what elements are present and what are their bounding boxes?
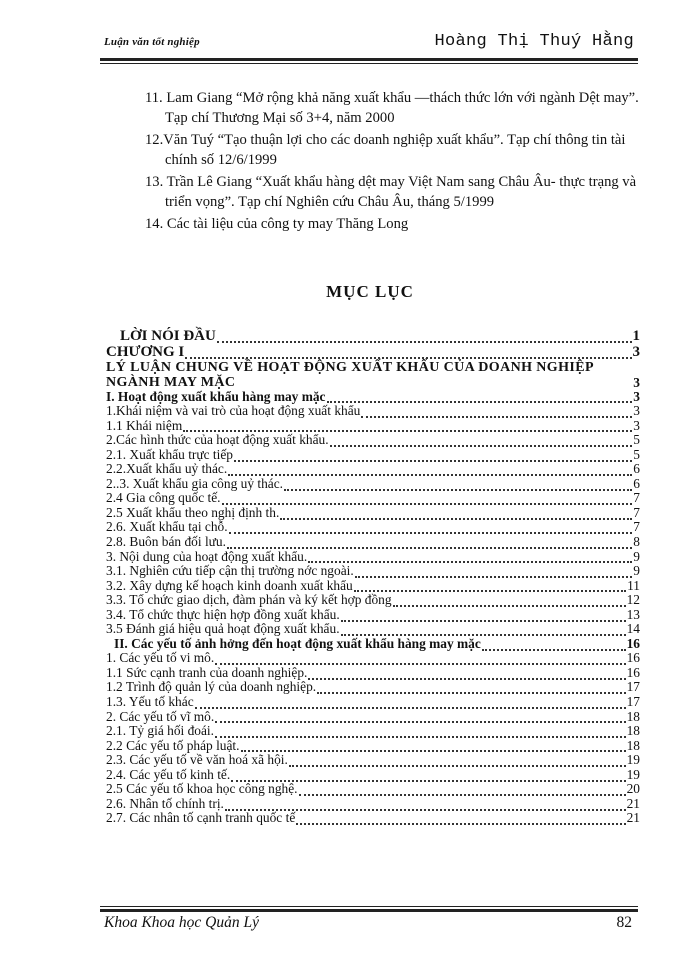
toc-entry-label: 3.2. Xây dựng kế hoạch kinh doanh xuất khẩu	[106, 577, 353, 593]
toc-entry-page: 21	[626, 795, 640, 811]
toc-entry-label: 2. Các yếu tố vĩ mô.	[106, 708, 215, 724]
toc-entry[interactable]	[106, 622, 640, 637]
toc-entry-page: 7	[633, 519, 640, 535]
reference-item: 13. Trần Lê Giang “Xuất khẩu hàng dệt may Việt Nam sang Châu Âu- thực trạng và triển vọng”. Tạp chí Nghiên cứu Châu Âu, tháng 5/1999	[145, 174, 637, 210]
toc-entry[interactable]	[106, 811, 640, 826]
toc-entry-label: 2.1. Tỷ giá hối đoái.	[106, 723, 214, 739]
toc-leader-dots	[355, 565, 633, 578]
toc-entry-page: 18	[626, 708, 640, 724]
toc-entry-label: 2.4 Gia công quốc tế.	[106, 490, 221, 506]
toc-entry-label: 2.5 Xuất khẩu theo nghị định th.	[106, 504, 280, 520]
toc-leader-dots	[308, 550, 632, 563]
toc-entry-page: 16	[626, 650, 640, 666]
toc-entry-page: 7	[633, 504, 640, 520]
toc-leader-dots	[341, 609, 626, 622]
toc-entry-page: 16	[626, 635, 640, 651]
toc-entry[interactable]	[106, 666, 640, 681]
toc-leader-dots	[361, 405, 632, 418]
toc-entry-label: 3.4. Tổ chức thực hiện hợp đồng xuất khẩu.	[106, 606, 340, 622]
toc-leader-dots	[393, 594, 626, 607]
toc-entry-label: 2.3. Các yếu tố về văn hoá xã hội.	[106, 752, 288, 768]
toc-entry-label: 2.8. Buôn bán đối lưu.	[106, 534, 226, 550]
toc-leader-dots	[215, 710, 625, 723]
reference-item: 14. Các tài liệu của công ty may Thăng Long	[145, 216, 409, 232]
toc-entry-page: 14	[626, 621, 640, 637]
toc-leader-dots	[195, 696, 626, 709]
toc-leader-dots	[231, 769, 625, 782]
toc-entry-label: 3.1. Nghiên cứu tiếp cận thị trường nớc ngoài.	[106, 563, 354, 579]
toc-entry-page: 3	[633, 417, 640, 433]
toc-leader-dots	[308, 667, 625, 680]
toc-entry-page: 19	[626, 752, 640, 768]
toc-entry-page: 18	[626, 723, 640, 739]
toc-entry[interactable]	[106, 345, 640, 360]
toc-entry-label: 3.5 Đánh giá hiệu quả hoạt động xuất khẩu.	[106, 621, 340, 637]
toc-leader-dots	[284, 478, 632, 491]
toc-entry-label: 2.2.Xuất khẩu uỷ thác.	[106, 461, 228, 477]
toc-leader-dots	[327, 390, 633, 403]
toc-entry[interactable]	[106, 419, 640, 434]
toc-leader-dots	[234, 449, 632, 462]
toc-entry-label: 1.1 Khái niệm	[106, 417, 183, 433]
toc-leader-dots	[280, 507, 632, 520]
toc-entry[interactable]	[106, 593, 640, 608]
toc-entry-label: II. Các yếu tố ảnh hởng đến hoạt động xuất khẩu hàng may mặc	[114, 635, 481, 651]
toc-entry-page: 3	[633, 374, 640, 390]
toc-leader-dots	[317, 681, 625, 694]
toc-leader-dots	[289, 754, 626, 767]
toc-entry-label: 2.7. Các nhân tố cạnh tranh quốc tế	[106, 810, 296, 826]
header-author: Hoàng Thị Thuý Hằng	[434, 32, 634, 51]
toc-entry-label: CHƯƠNG I	[106, 344, 185, 360]
page-header	[104, 32, 634, 56]
toc-entry-label: LÝ LUẬN CHUNG VỀ HOẠT ĐỘNG XUẤT KHẨU CỦA DOANH NGHIỆP NGÀNH MAY MẶC	[106, 359, 594, 390]
toc-leader-dots	[215, 652, 625, 665]
toc-entry[interactable]	[106, 404, 640, 419]
toc-entry-page: 9	[633, 563, 640, 579]
toc-leader-dots	[183, 419, 632, 432]
toc-entry[interactable]	[106, 768, 640, 783]
toc-entry-label: 2.1. Xuất khẩu trực tiếp	[106, 446, 233, 462]
toc-entry-page: 5	[633, 432, 640, 448]
toc-entry-page: 17	[626, 694, 640, 710]
toc-leader-dots	[229, 521, 633, 534]
toc-entry[interactable]	[106, 506, 640, 521]
toc-entry[interactable]	[106, 695, 640, 710]
toc-entry-page: 3	[633, 403, 640, 419]
toc-leader-dots	[225, 798, 626, 811]
toc-entry[interactable]	[106, 448, 640, 463]
toc-entry-label: 1.1 Sức cạnh tranh của doanh nghiệp.	[106, 664, 308, 680]
toc-entry-label: 2.4. Các yếu tố kinh tế.	[106, 766, 231, 782]
toc-entry[interactable]	[106, 360, 640, 390]
toc-entry[interactable]	[106, 564, 640, 579]
toc-entry-label: 2.5 Các yếu tố khoa học công nghệ.	[106, 781, 298, 797]
toc-entry-page: 18	[626, 737, 640, 753]
toc-leader-dots	[354, 579, 626, 592]
toc-leader-dots	[299, 783, 626, 796]
toc-entry[interactable]	[106, 710, 640, 725]
toc-leader-dots	[227, 536, 632, 549]
toc-leader-dots	[341, 623, 626, 636]
footer-rule	[100, 909, 638, 912]
toc-entry-page: 12	[626, 592, 640, 608]
toc-leader-dots	[296, 812, 625, 825]
toc-leader-dots	[215, 725, 626, 738]
toc-entry-page: 3	[633, 388, 640, 404]
toc-entry-label: 2.6. Xuất khẩu tại chỗ.	[106, 519, 228, 535]
reference-list	[145, 88, 645, 236]
toc-entry[interactable]	[106, 739, 640, 754]
toc-entry[interactable]	[106, 520, 640, 535]
toc-entry[interactable]	[106, 477, 640, 492]
toc-title: MỤC LỤC	[326, 282, 414, 301]
reference-item: 11. Lam Giang “Mở rộng khả năng xuất khẩu —thách thức lớn với ngành Dệt may”. Tạp chí Thương Mại số 3+4, năm 2000	[145, 90, 639, 126]
toc-leader-dots	[222, 492, 633, 505]
toc-entry-page: 6	[633, 461, 640, 477]
toc-entry[interactable]	[106, 550, 640, 565]
toc-leader-dots	[228, 463, 632, 476]
toc-entry[interactable]	[106, 433, 640, 448]
toc-entry[interactable]	[106, 328, 640, 345]
toc-entry-page: 8	[633, 534, 640, 550]
toc-entry-page: 11	[627, 577, 640, 593]
toc-entry[interactable]	[106, 462, 640, 477]
toc-leader-dots	[217, 330, 632, 343]
reference-item: 12.Văn Tuý “Tạo thuận lợi cho các doanh nghiệp xuất khẩu”. Tạp chí thông tin tài chính số 12/6/1999	[145, 132, 626, 168]
toc-entry-page: 9	[633, 548, 640, 564]
toc-entry-label: 2.Các hình thức của hoạt động xuất khẩu.	[106, 432, 329, 448]
toc-entry[interactable]	[106, 797, 640, 812]
toc-entry[interactable]	[106, 680, 640, 695]
toc-entry-page: 20	[626, 781, 640, 797]
toc-entry[interactable]	[106, 651, 640, 666]
toc-entry-page: 7	[633, 490, 640, 506]
table-of-contents	[106, 328, 640, 826]
toc-entry-label: 1.Khái niệm và vai trò của hoạt động xuất khẩu	[106, 403, 361, 419]
toc-entry-page: 16	[626, 664, 640, 680]
toc-entry[interactable]	[106, 753, 640, 768]
toc-entry-page: 21	[626, 810, 640, 826]
toc-entry[interactable]	[106, 782, 640, 797]
toc-entry-label: 3.3. Tổ chức giao dịch, đàm phán và ký kết hợp đồng	[106, 592, 392, 608]
footer-rule-thin	[100, 906, 638, 907]
toc-entry-label: 2.2 Các yếu tố pháp luật.	[106, 737, 240, 753]
toc-entry-page: 13	[626, 606, 640, 622]
toc-leader-dots	[482, 638, 626, 651]
toc-entry[interactable]	[106, 535, 640, 550]
toc-entry[interactable]	[106, 579, 640, 594]
toc-entry-label: 2..3. Xuất khẩu gia công uỷ thác.	[106, 475, 284, 491]
header-rule	[100, 58, 638, 61]
toc-entry[interactable]	[106, 608, 640, 623]
toc-entry[interactable]	[106, 724, 640, 739]
toc-entry-page: 1	[632, 328, 640, 344]
header-rule-thin	[100, 63, 638, 64]
toc-leader-dots	[330, 434, 633, 447]
toc-entry[interactable]	[106, 491, 640, 506]
toc-entry-page: 5	[633, 446, 640, 462]
toc-entry-label: 2.6. Nhân tố chính trị.	[106, 795, 224, 811]
toc-entry-label: LỜI NÓI ĐẦU	[120, 328, 216, 344]
footer-page-number: 82	[616, 914, 632, 931]
toc-entry-page: 6	[633, 475, 640, 491]
toc-leader-dots	[241, 739, 626, 752]
toc-entry-label: 3. Nội dung của hoạt động xuất khẩu.	[106, 548, 308, 564]
toc-entry-label: 1.2 Trình độ quản lý của doanh nghiệp.	[106, 679, 317, 695]
toc-entry-page: 17	[626, 679, 640, 695]
toc-entry-label: 1.3. Yếu tố khác	[106, 694, 194, 710]
footer-faculty: Khoa Khoa học Quản Lý	[104, 914, 259, 931]
header-thesis-title: Luận văn tốt nghiệp	[104, 36, 200, 48]
toc-entry-page: 3	[632, 344, 640, 360]
toc-entry-page: 19	[626, 766, 640, 782]
toc-entry-label: 1. Các yếu tố vi mô.	[106, 650, 215, 666]
toc-entry[interactable]	[106, 637, 640, 652]
toc-leader-dots	[185, 346, 631, 359]
toc-entry-label: I. Hoạt động xuất khẩu hàng may mặc	[106, 388, 326, 404]
toc-entry[interactable]	[106, 390, 640, 405]
